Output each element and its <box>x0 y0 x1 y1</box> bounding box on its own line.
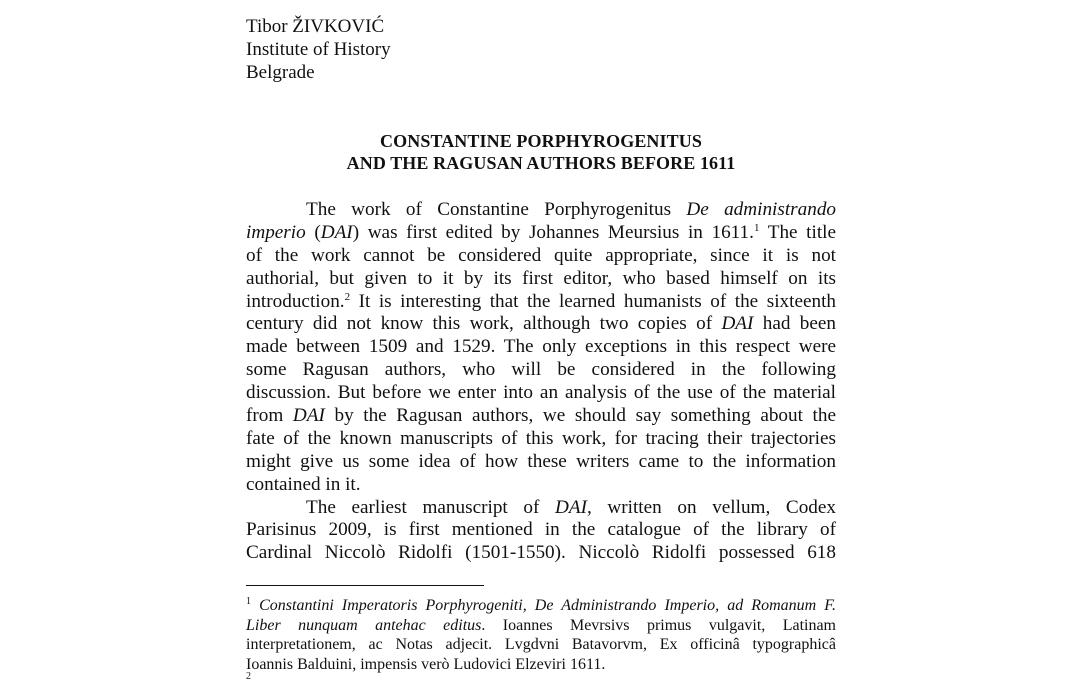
article-title <box>246 130 836 174</box>
body-line: imperio (DAI) was first edited by Johannes Meursius in 1611.$^1$ The title <box>246 221 837 243</box>
body-line: The earliest manuscript of DAI, written on vellum, Codex <box>306 496 837 518</box>
title-line-1: CONSTANTINE PORPHYROGENITUS <box>380 131 702 151</box>
body-line: of the work cannot be considered quite appropriate, since it is not <box>246 244 836 266</box>
body-text <box>246 199 836 565</box>
body-line: fate of the known manuscripts of this work, for tracing their trajectories <box>246 427 836 449</box>
body-line: from DAI by the Ragusan authors, we should say something about the <box>246 405 836 427</box>
footnote-marker-1: 1 <box>246 596 251 607</box>
body-line: The work of Constantine Porphyrogenitus De administrando <box>306 199 837 220</box>
footnote-1-line: $^1$ Constantini Imperatoris Porphyrogeniti, De Administrando Imperio, ad Romanum F. <box>246 596 836 614</box>
footnote-ref-2[interactable]: 2 <box>344 290 351 303</box>
body-line: authorial, but given to it by its first editor, who based himself on its <box>246 267 836 289</box>
body-line: made between 1509 and 1529. The only exceptions in this respect were <box>246 336 836 358</box>
italic-title: De administrando <box>686 199 837 220</box>
body-line: Parisinus 2009, is first mentioned in the catalogue of the library of <box>246 519 836 541</box>
footnote-separator <box>246 585 484 586</box>
author-city: Belgrade <box>246 62 315 83</box>
body-line: some Ragusan authors, who will be considered in the following <box>246 359 836 381</box>
body-line: Cardinal Niccolò Ridolfi (1501-1550). Niccolò Ridolfi possessed 618 <box>246 542 836 564</box>
footnote-marker-2: 2 <box>246 671 251 682</box>
body-line: century did not know this work, although two copies of DAI had been <box>246 313 836 335</box>
body-line: discussion. But before we enter into an analysis of the use of the material <box>246 382 836 404</box>
footnote-1-line: Ioannis Balduini, impensis verò Ludovici Elzeviri 1611. <box>246 655 606 673</box>
footnote-1-line: interpretationem, ac Notas adjecit. Lvgdvni Batavorvm, Ex officinâ typographicâ <box>246 636 836 653</box>
title-line-2: AND THE RAGUSAN AUTHORS BEFORE 1611 <box>346 153 736 173</box>
footnotes <box>246 596 836 674</box>
author-institution: Institute of History <box>246 39 391 60</box>
author-block <box>246 15 391 84</box>
author-name: Tibor ŽIVKOVIĆ <box>246 16 385 37</box>
body-line: introduction.$^2$ It is interesting that the learned humanists of the sixteenth <box>246 290 836 312</box>
footnote-1-line: Liber nunquam antehac editus. Ioannes Mevrsivs primus vulgavit, Latinam <box>246 616 837 634</box>
footnote-ref-1[interactable]: 1 <box>753 221 760 234</box>
body-line: might give us some idea of how these writers came to the information <box>246 450 836 472</box>
body-line: contained in it. <box>246 473 361 495</box>
